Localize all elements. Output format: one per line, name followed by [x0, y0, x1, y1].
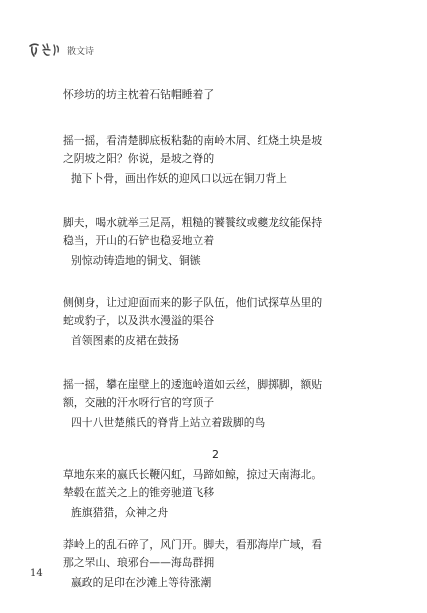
text-line: 别惊动铸造地的铜戈、铜镞	[71, 254, 201, 267]
page-header	[28, 42, 94, 58]
text-line: 蛇或豹子，以及洪水漫溢的渠谷	[63, 314, 215, 327]
text-line: 怀珍坊的坊主枕着石钻帽睡着了	[63, 88, 215, 101]
part-number: 2	[212, 448, 219, 461]
text-line: 那之罘山、琅邪台——海岛群拥	[63, 556, 215, 569]
text-line: 侧侧身，让过迎面而来的影子队伍，他们试探草丛里的	[63, 296, 323, 309]
text-line: 首领图素的皮裙在鼓扬	[71, 334, 179, 347]
text-line: 脚夫，喝水就举三足鬲，粗糙的饕餮纹或夔龙纹能保持	[63, 216, 323, 229]
text-line: 稳当，开山的石铲也稳妥地立着	[63, 234, 215, 247]
text-line: 草地东来的嬴氏长鞭闪虹，马蹄如鲸，掠过天南海北。	[63, 468, 323, 481]
text-line: 抛下卜骨，画出作妖的迎风口以远在铜刀背上	[71, 172, 287, 185]
text-line: 摇一摇，攀在崖壁上的逶迤岭道如云丝，脚掷脚，额贴	[63, 378, 323, 391]
text-line: 嬴政的足印在沙滩上等待涨潮	[71, 576, 212, 589]
text-line: 四十八世楚熊氏的脊背上站立着跋脚的鸟	[71, 416, 266, 429]
page-number: 14	[30, 568, 43, 579]
text-line: 额，交融的汗水呀行官的穹顶子	[63, 396, 215, 409]
text-line: 旌旗猎猎，众神之舟	[71, 506, 169, 519]
text-line: 辇毂在蓝关之上的锥旁驰道飞移	[63, 486, 215, 499]
text-line: 摇一摇，看清楚脚底板粘黏的南岭木屑、红烧土块是坡	[63, 134, 323, 147]
section-label: 散文诗	[67, 46, 95, 57]
text-line: 莽岭上的乱石碎了，风门开。脚夫，看那海岸广域，看	[63, 538, 323, 551]
text-line: 之阴坡之阳？你说，是坡之脊的	[63, 152, 215, 165]
calligraphy-logo	[28, 42, 62, 58]
